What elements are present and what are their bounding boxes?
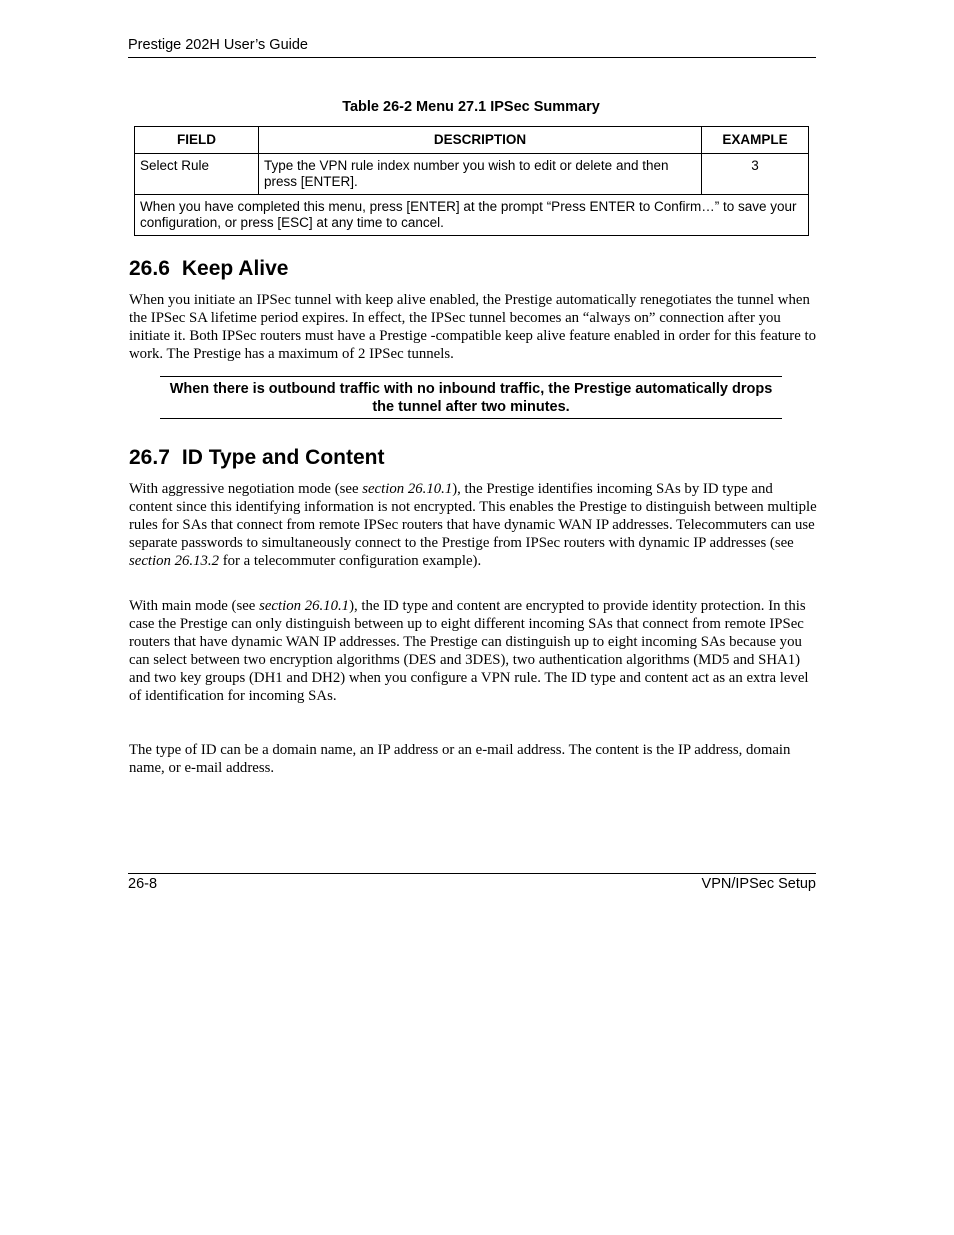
table-footer-row: [135, 195, 809, 236]
keep-alive-paragraph: When you initiate an IPSec tunnel with keep alive enabled, the Prestige automatically renegotiates the tunnel when the IPSec SA lifetime period expires. In effect, the IPSec tunnel becomes an “always on” connection after you initiate it. Both IPSec routers must have a Prestige -compatible keep alive feature enabled in order for this feature to work. The Prestige has a maximum of 2 IPSec tunnels.: [129, 292, 817, 362]
guide-title: Prestige 202H User’s Guide: [128, 37, 308, 53]
table-caption: Table 26-2 Menu 27.1 IPSec Summary: [342, 99, 600, 115]
text-run: ), the Prestige identifies incoming SAs by ID type and content since this identifying information is not encrypted. This enables the Prestige to distinguish between multiple rules for SAs that connect from remote IPSec routers that have dynamic WAN IP addresses. Telecommuters can use separate passwords to simultaneously connect to the Prestige from IPSec routers with dynamic IP addresses (see: [129, 481, 817, 551]
table-row: [135, 154, 809, 195]
section-reference: section 26.10.1: [259, 598, 350, 614]
keep-alive-note: When there is outbound traffic with no inbound traffic, the Prestige automatically drops the tunnel after two minutes.: [160, 376, 782, 419]
table-header-row: [135, 127, 809, 154]
field-cell: Select Rule: [135, 154, 259, 195]
ipsec-summary-table: [134, 126, 809, 236]
section-title: ID Type and Content: [181, 446, 385, 469]
description-cell: Type the VPN rule index number you wish to edit or delete and then press [ENTER].: [259, 154, 702, 195]
id-type-paragraph-1: [129, 480, 819, 570]
section-number: 26.7: [129, 446, 170, 469]
page-number: 26-8: [128, 876, 158, 892]
section-number: 26.6: [129, 257, 170, 280]
section-title: Keep Alive: [181, 257, 289, 280]
table-footer-note: When you have completed this menu, press [ENTER] at the prompt “Press ENTER to Confirm…” to save your configuration, or press [ESC] at any time to cancel.: [135, 195, 809, 236]
section-reference: section 26.13.2: [129, 553, 220, 569]
column-header-example: EXAMPLE: [702, 127, 809, 154]
section-heading-keep-alive: [129, 257, 288, 281]
text-run: ), the ID type and content are encrypted to provide identity protection. In this case the Prestige can only distinguish between up to eight different incoming SAs that connect from remote IPSec routers that have dynamic WAN IP addresses. The Prestige can distinguish up to eight incoming SAs because you can select between two encryption algorithms (DES and 3DES), two authentication algorithms (MD5 and SHA1) and two key groups (DH1 and DH2) when you configure a VPN rule. The ID type and content act as an extra level of identification for incoming SAs.: [129, 598, 809, 704]
text-run: for a telecommuter configuration example).: [219, 553, 482, 569]
column-header-field: FIELD: [135, 127, 259, 154]
chapter-title: VPN/IPSec Setup: [701, 876, 816, 892]
page-footer: [128, 873, 816, 892]
column-header-description: DESCRIPTION: [259, 127, 702, 154]
id-type-paragraph-3: The type of ID can be a domain name, an IP address or an e-mail address. The content is the IP address, domain name, or e-mail address.: [129, 742, 791, 776]
example-cell: 3: [702, 154, 809, 195]
text-run: With aggressive negotiation mode (see: [129, 481, 363, 497]
section-reference: section 26.10.1: [362, 481, 453, 497]
id-type-paragraph-2: [129, 597, 819, 705]
section-heading-id-type: [129, 446, 384, 470]
page-header: [128, 37, 816, 58]
text-run: With main mode (see: [129, 598, 260, 614]
